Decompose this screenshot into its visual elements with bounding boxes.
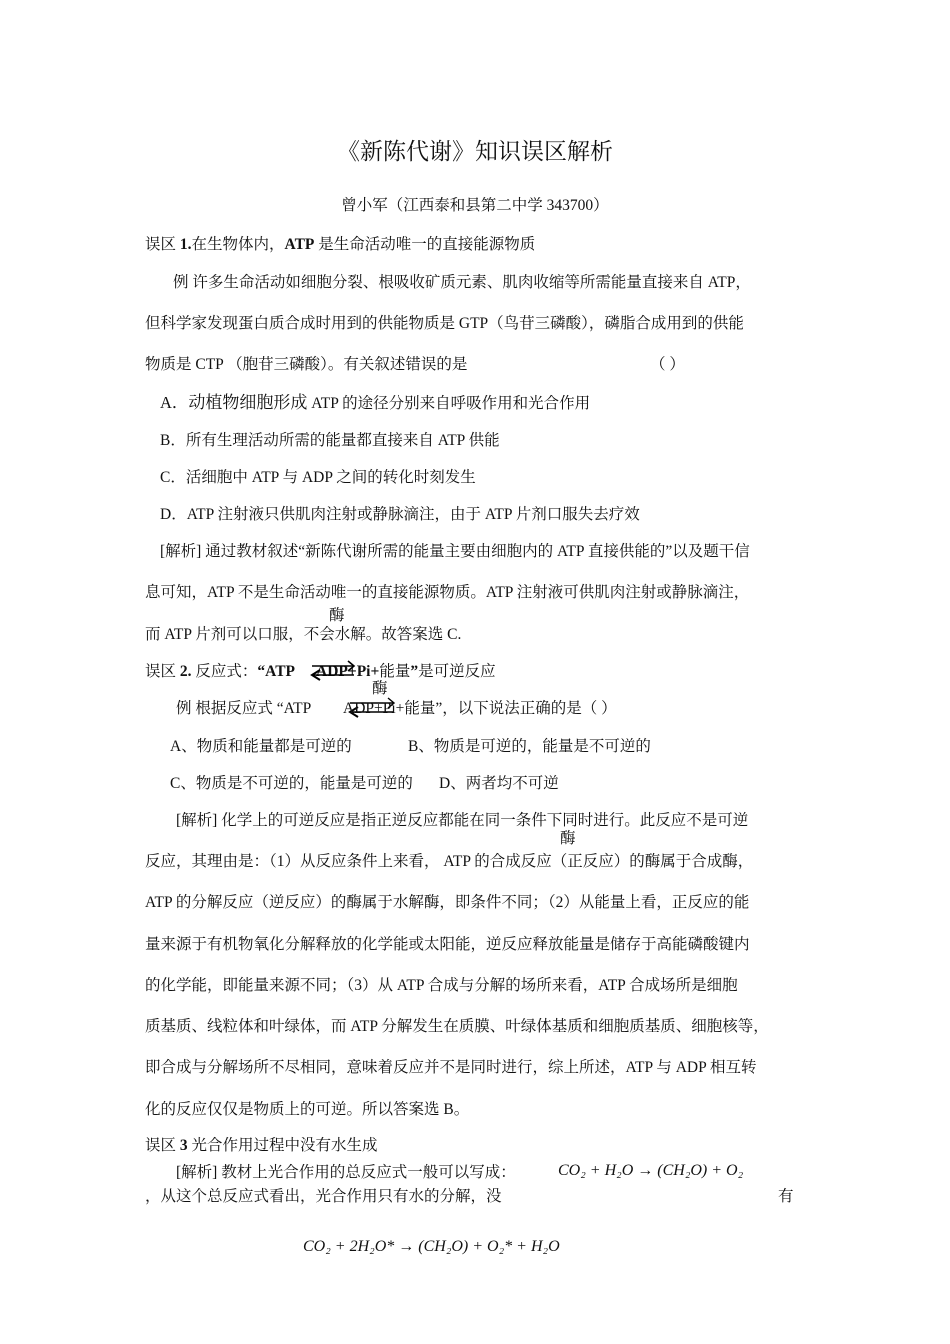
analysis-1-line-2: 息可知，ATP 不是生命活动唯一的直接能源物质。ATP 注射液可供肌肉注射或静脉滴注， (145, 584, 750, 601)
option-letter: A． (160, 393, 189, 412)
example-2-line-left: 例 根据反应式 “ATP (176, 700, 312, 717)
answer-paren: （ ） (650, 356, 685, 373)
option-2-c: C、物质是不可逆的，能量是可逆的 (170, 775, 413, 792)
heading-prefix: 误区 (145, 663, 180, 680)
heading-text: 光合作用过程中没有水生成 (187, 1137, 378, 1154)
analysis-2-line-8: 化的反应仅仅是物质上的可逆。所以答案选 B。 (145, 1101, 470, 1118)
enzyme-label: 酶 (372, 680, 388, 697)
photosynthesis-equation: CO₂ + H₂O → (CH₂O) + O₂ (558, 1162, 744, 1179)
heading-quote: ” (410, 663, 419, 680)
analysis-3-line-1: [解析] 教材上光合作用的总反应式一般可以写成： (176, 1164, 516, 1181)
section-3-heading (145, 1133, 378, 1155)
section-1-heading (145, 232, 535, 254)
option-2-b: B、物质是可逆的，能量是不可逆的 (408, 738, 651, 755)
option-1-c: C．活细胞中 ATP 与 ADP 之间的转化时刻发生 (160, 469, 476, 486)
analysis-1-line-1: [解析] 通过教材叙述“新陈代谢所需的能量主要由细胞内的 ATP 直接供能的”以及题干信 (160, 543, 750, 560)
heading-text: 在生物体内， (191, 236, 285, 253)
heading-text-rest: 是可逆反应 (418, 663, 496, 680)
analysis-2-line-1: [解析] 化学上的可逆反应是指正逆反应都能在同一条件下同时进行。此反应不是可逆 (176, 812, 749, 829)
heading-text-rest: 是生命活动唯一的直接能源物质 (314, 236, 536, 253)
heading-number: 1. (179, 236, 192, 253)
heading-atp: ATP (284, 236, 315, 253)
analysis-2-line-4: 量来源于有机物氧化分解释放的化学能或太阳能，逆反应释放能量是储存于高能磷酸键内 (145, 936, 750, 953)
example-1-line-3: 物质是 CTP （胞苷三磷酸）。有关叙述错误的是 (145, 356, 468, 373)
option-1-d: D．ATP 注射液只供肌肉注射或静脉滴注，由于 ATP 片剂口服失去疗效 (160, 506, 640, 523)
analysis-2-line-3: ATP 的分解反应（逆反应）的酶属于水解酶，即条件不同；（2）从能量上看，正反应的能 (145, 894, 750, 911)
heading-number: 3 (179, 1137, 188, 1154)
example-1-line-2: 但科学家发现蛋白质合成时用到的供能物质是 GTP（鸟苷三磷酸），磷脂合成用到的供能 (145, 315, 744, 332)
heading-prefix: 误区 (145, 1137, 180, 1154)
enzyme-label: 酶 (560, 830, 576, 847)
analysis-2-line-5: 的化学能，即能量来源不同；（3）从 ATP 合成与分解的场所来看，ATP 合成场所是细胞 (145, 977, 738, 994)
analysis-2-line-2: 反应，其理由是：（1）从反应条件上来看， ATP 的合成反应（正反应）的酶属于合成酶， (145, 853, 754, 870)
analysis-2-line-6: 质基质、线粒体和叶绿体，而 ATP 分解发生在质膜、叶绿体基质和细胞质基质、细胞核等， (145, 1018, 769, 1035)
option-1-a (160, 388, 590, 413)
example-2-line-right: ADP+Pi+能量”，以下说法正确的是（ ） (343, 700, 617, 717)
analysis-3-continuation: 有 (778, 1188, 794, 1205)
option-a-text: ATP 的途径分别来自呼吸作用和光合作用 (307, 395, 591, 412)
reversible-arrow-icon (308, 658, 358, 684)
heading-energy: 能量 (379, 663, 411, 680)
enzyme-label: 酶 (329, 607, 345, 624)
analysis-1-line-3: 而 ATP 片剂可以口服，不会水解。故答案选 C. (145, 626, 462, 643)
analysis-2-line-7: 即合成与分解场所不尽相同，意味着反应并不是同时进行，综上所述，ATP 与 ADP 相互转 (145, 1059, 757, 1076)
example-1-line-1: 例 许多生命活动如细胞分裂、根吸收矿质元素、肌肉收缩等所需能量直接来自 ATP， (173, 274, 751, 291)
heading-prefix: 误区 (145, 236, 180, 253)
photosynthesis-equation-labeled: CO₂ + 2H₂O* → (CH₂O) + O₂* + H₂O (303, 1238, 560, 1255)
option-2-d: D、两者均不可逆 (439, 775, 559, 792)
page-title: 《新陈代谢》知识误区解析 (337, 139, 613, 164)
option-2-a: A、物质和能量都是可逆的 (170, 738, 352, 755)
heading-text: 反应式： (191, 663, 258, 680)
heading-equation-left: “ATP (257, 663, 299, 680)
analysis-3-line-2: ，从这个总反应式看出，光合作用只有水的分解，没 (145, 1188, 502, 1205)
option-1-b: B．所有生理活动所需的能量都直接来自 ATP 供能 (160, 432, 500, 449)
heading-equation-right: ADP+Pi+ (316, 663, 380, 680)
author-line: 曾小军（江西泰和县第二中学 343700） (341, 197, 609, 214)
option-a-text-large: 动植物细胞形成 (188, 393, 308, 412)
heading-number: 2. (179, 663, 192, 680)
